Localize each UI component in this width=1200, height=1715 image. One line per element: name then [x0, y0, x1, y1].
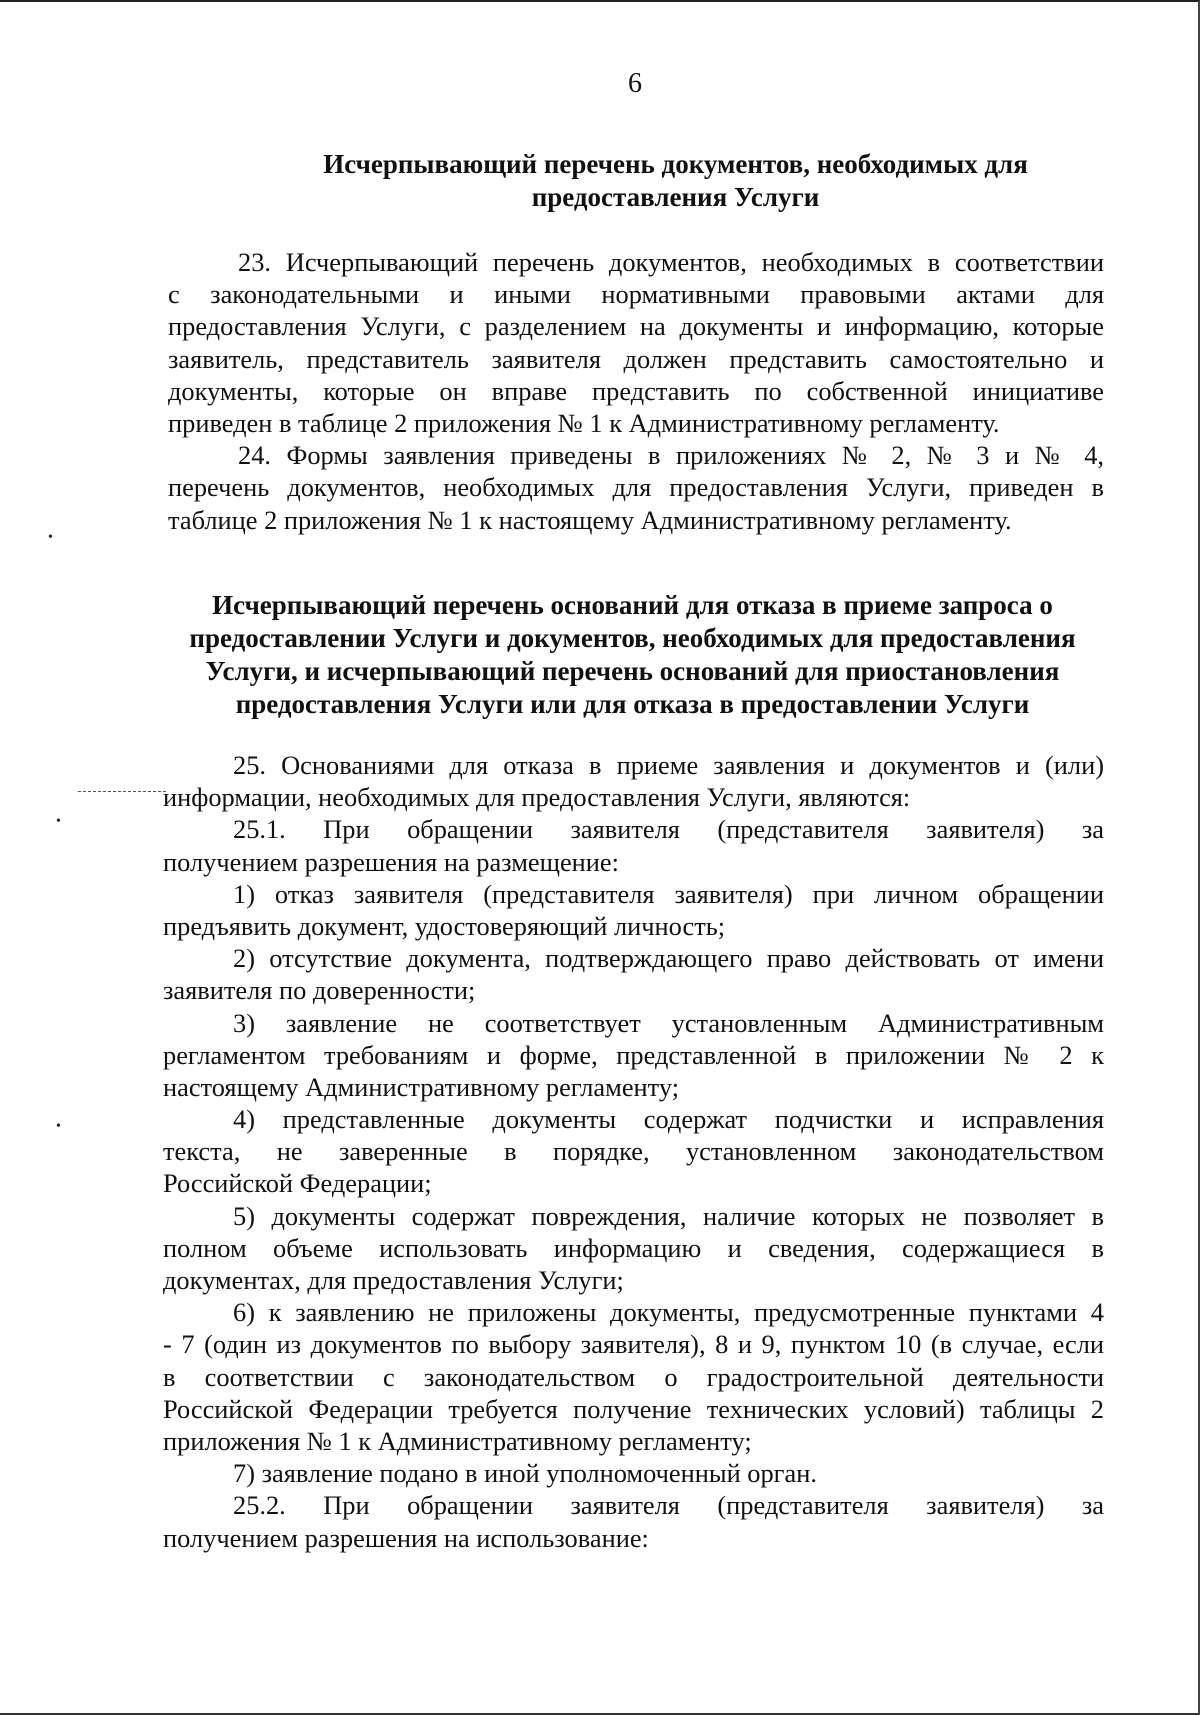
- paragraph-line: 25.2. При обращении заявителя (представителя заявителя) за: [233, 1490, 1104, 1521]
- paragraph-line: Российской Федерации требуется получение технических условий) таблицы 2: [163, 1393, 1104, 1424]
- paragraph-line: получением разрешения на размещение:: [163, 846, 619, 877]
- paragraph-line: информации, необходимых для предоставления Услуги, являются:: [163, 782, 911, 813]
- margin-dot-mark: •: [56, 814, 61, 829]
- section-body-refusal-grounds: [163, 749, 1104, 1554]
- paragraph-line: 25. Основаниями для отказа в приеме заявления и документов и (или): [233, 750, 1104, 780]
- page-number: 6: [628, 68, 642, 99]
- paragraph-line: Российской Федерации;: [163, 1168, 432, 1199]
- paragraph-line: в соответствии с законодательством о градостроительной деятельности: [163, 1361, 1104, 1392]
- paragraph-line: документы, которые он вправе представить по собственной инициативе: [168, 375, 1104, 406]
- section-body-documents-list: [168, 246, 1104, 536]
- paragraph-line: приведен в таблице 2 приложения № 1 к Административному регламенту.: [168, 407, 1000, 438]
- margin-dot-mark: •: [48, 530, 53, 545]
- heading-line: предоставлении Услуги и документов, необходимых для предоставления: [189, 623, 1076, 653]
- paragraph-line: заявителя по доверенности;: [163, 975, 476, 1006]
- paragraph-line: перечень документов, необходимых для предоставления Услуги, приведен в: [168, 472, 1104, 503]
- paragraph-line: регламентом требованиям и форме, представленной в приложении № 2 к: [163, 1039, 1104, 1070]
- paragraph-line: с законодательными и иными нормативными правовыми актами для: [168, 279, 1104, 310]
- paragraph-line: заявитель, представитель заявителя должен представить самостоятельно и: [168, 343, 1104, 374]
- heading-line: предоставления Услуги: [531, 182, 820, 212]
- paragraph-line: 5) документы содержат повреждения, наличие которых не позволяет в: [233, 1200, 1104, 1231]
- paragraph-line: таблице 2 приложения № 1 к настоящему Административному регламенту.: [168, 504, 1012, 535]
- margin-dot-mark: •: [56, 1119, 61, 1134]
- paragraph-line: 3) заявление не соответствует установленным Административным: [233, 1007, 1104, 1038]
- paragraph-line: приложения № 1 к Административному регламенту;: [163, 1425, 752, 1456]
- paragraph-line: получением разрешения на использование:: [163, 1522, 649, 1553]
- paragraph-line: 6) к заявлению не приложены документы, предусмотренные пунктами 4: [233, 1297, 1104, 1328]
- paragraph-line: 1) отказ заявителя (представителя заявителя) при личном обращении: [233, 878, 1104, 909]
- paragraph-line: - 7 (один из документов по выбору заявителя), 8 и 9, пунктом 10 (в случае, если: [163, 1329, 1104, 1360]
- paragraph-line: полном объеме использовать информацию и сведения, содержащиеся в: [163, 1232, 1104, 1263]
- paragraph-line: предоставления Услуги, с разделением на документы и информацию, которые: [168, 311, 1104, 342]
- paragraph-line: текста, не заверенные в порядке, установленном законодательством: [163, 1136, 1104, 1167]
- paragraph-line: 2) отсутствие документа, подтверждающего право действовать от имени: [233, 943, 1104, 974]
- heading-line: Исчерпывающий перечень документов, необходимых для: [323, 149, 1028, 179]
- heading-line: Услуги, и исчерпывающий перечень оснований для приостановления: [205, 656, 1060, 686]
- margin-dash-mark: [78, 791, 166, 792]
- paragraph-line: предъявить документ, удостоверяющий личность;: [163, 910, 726, 941]
- heading-line: Исчерпывающий перечень оснований для отказа в приеме запроса о: [212, 590, 1053, 620]
- section-heading-documents-list: [208, 148, 1143, 214]
- paragraph-line: настоящему Административному регламенту;: [163, 1071, 680, 1102]
- section-heading-refusal-grounds: [160, 589, 1105, 721]
- paragraph-line: 7) заявление подано в иной уполномоченный орган.: [233, 1458, 817, 1489]
- heading-line: предоставления Услуги или для отказа в предоставлении Услуги: [235, 689, 1030, 719]
- paragraph-line: 25.1. При обращении заявителя (представителя заявителя) за: [233, 814, 1104, 845]
- paragraph-line: документах, для предоставления Услуги;: [163, 1265, 624, 1295]
- paragraph-line: 4) представленные документы содержат подчистки и исправления: [233, 1104, 1104, 1135]
- paragraph-line: 24. Формы заявления приведены в приложениях № 2, № 3 и № 4,: [238, 440, 1104, 471]
- paragraph-line: 23. Исчерпывающий перечень документов, необходимых в соответствии: [238, 247, 1104, 277]
